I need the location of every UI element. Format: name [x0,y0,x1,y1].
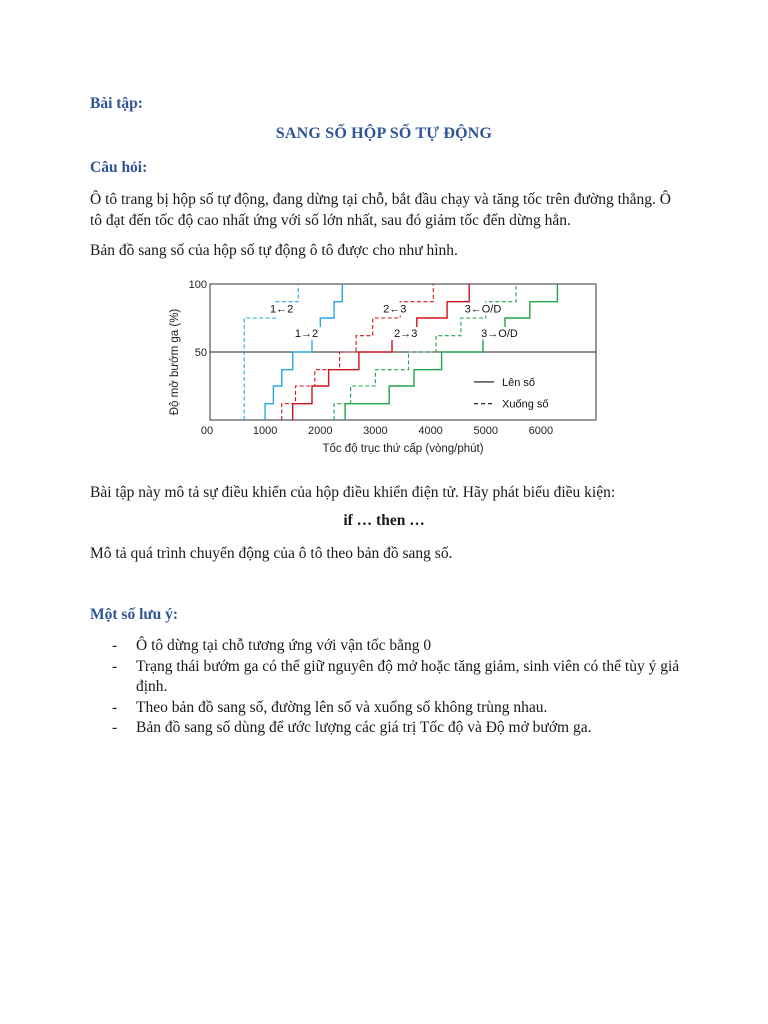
x-tick-label: 2000 [308,425,333,437]
shift-annotation: 1→2 [294,328,319,341]
notes-list [90,636,680,739]
note-item [90,636,680,657]
if-then-statement: if … then … [343,512,425,529]
note-text: Trạng thái bướm ga có thể giữ nguyên độ mở hoặc tăng giảm, sinh viên có thể tùy ý giả định. [136,657,680,695]
shift-map-chart [160,272,610,467]
paragraph-4: Mô tả quá trình chuyển động của ô tô theo bản đồ sang số. [90,545,453,562]
y-tick-label: 50 [194,347,207,359]
shift-annotation: 1←2 [270,303,294,316]
bullet-dash: - [112,657,118,675]
note-item [90,718,680,739]
x-tick-label: 1000 [252,425,278,437]
x-tick-label: 5000 [473,425,498,437]
bullet-dash: - [112,719,118,736]
origin-label: 0 [200,425,207,437]
document-title: SANG SỐ HỘP SỐ TỰ ĐỘNG [275,125,493,142]
notes-heading: Một số lưu ý: [90,606,179,623]
note-text: Bản đồ sang số dùng để ước lượng các giá trị Tốc độ và Độ mở bướm ga. [136,719,592,736]
note-item [90,698,680,719]
y-tick-label: 100 [188,279,207,291]
x-tick-label: 4000 [418,425,443,437]
paragraph-3: Bài tập này mô tả sự điều khiển của hộp điều khiển điện tử. Hãy phát biểu điều kiện: [90,484,616,501]
shift-map-svg [160,272,610,467]
note-item [90,657,680,698]
bullet-dash: - [112,698,118,716]
legend-label-downshift: Xuống số [502,398,549,411]
paragraph-2: Bản đồ sang số của hộp số tự động ô tô được cho như hình. [90,242,458,259]
legend-label-upshift: Lên số [502,376,536,389]
x-tick-label: 3000 [363,425,388,437]
y-axis-label: Độ mở bướm ga (%) [169,308,181,416]
shift-annotation: 2←3 [383,303,407,316]
exercise-heading: Bài tập: [90,95,143,112]
question-heading: Câu hỏi: [90,159,148,176]
x-axis-label: Tốc độ trục thứ cấp (vòng/phút) [322,443,484,455]
note-text: Ô tô dừng tại chỗ tương ứng với vận tốc bằng 0 [136,637,432,654]
bullet-dash: - [112,637,118,654]
shift-annotation: 3←O/D [464,303,502,316]
note-text: Theo bản đồ sang số, đường lên số và xuống số không trùng nhau. [136,698,548,716]
shift-annotation: 2→3 [394,328,418,341]
x-tick-label: 0 [206,425,214,437]
shift-annotation: 3→O/D [481,328,518,341]
x-tick-label: 6000 [528,425,554,437]
paragraph-1: Ô tô trang bị hộp số tự động, đang dừng tại chỗ, bắt đầu chạy và tăng tốc trên đường thẳng. Ô tô đạt đến tốc độ cao nhất ứng với số lớn nhất, sau đó giảm tốc đến dừng hẳn. [90,191,671,229]
